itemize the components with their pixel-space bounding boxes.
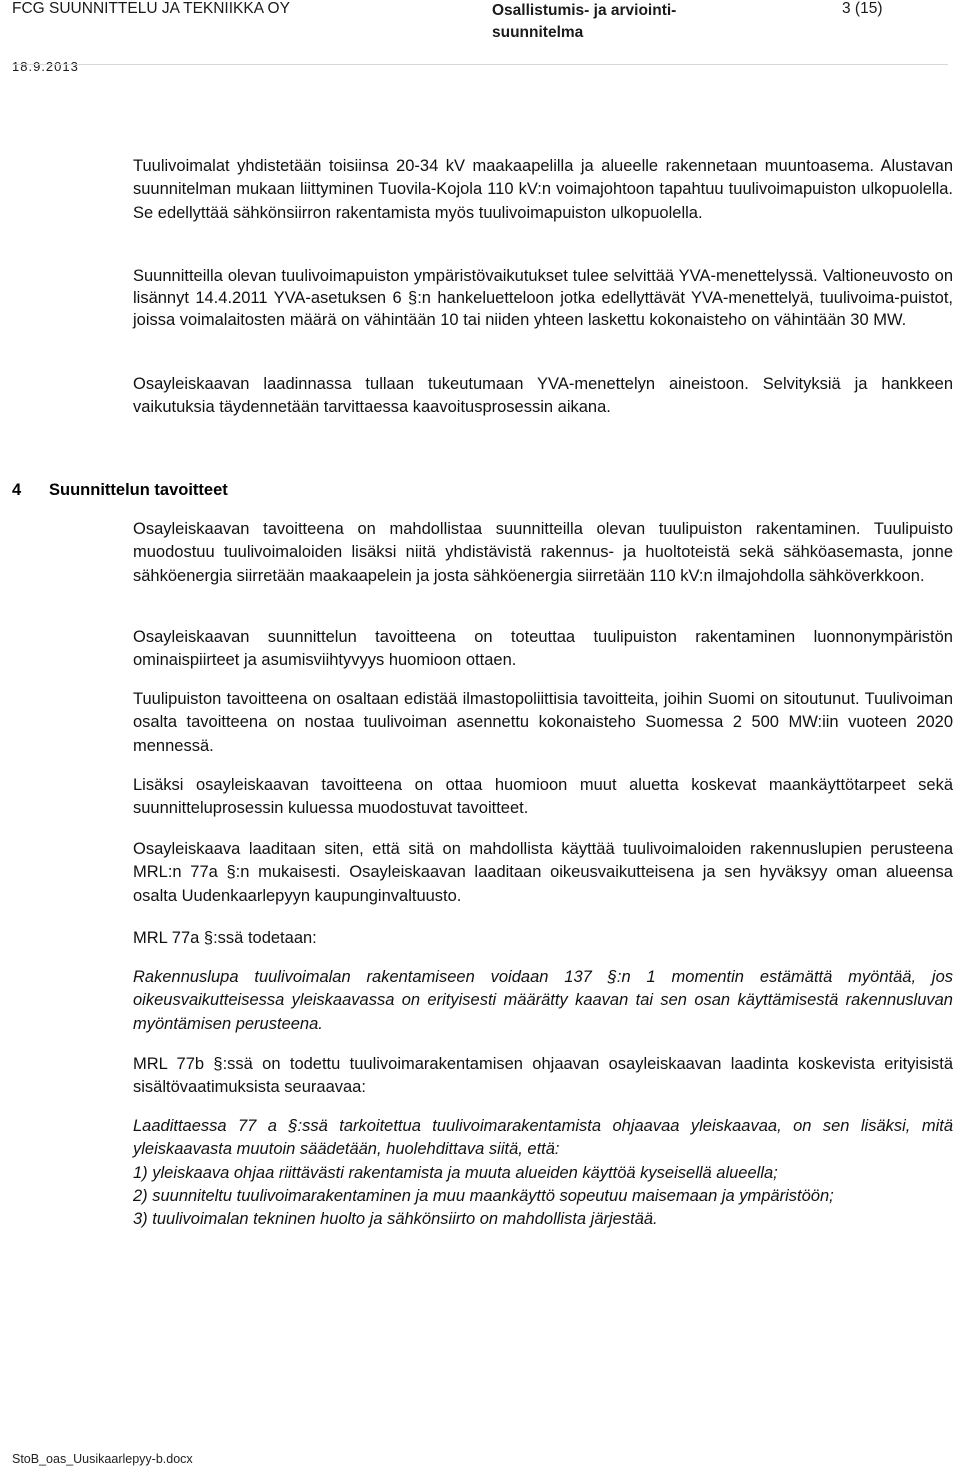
document-date: 18.9.2013 (12, 59, 79, 74)
section-para-3 (133, 688, 953, 758)
company-name: FCG SUUNNITTELU JA TEKNIIKKA OY (12, 0, 290, 17)
footer-filename: StoB_oas_Uusikaarlepyy-b.docx (12, 1452, 193, 1466)
document-title: Osallistumis- ja arviointi-suunnitelma (492, 2, 677, 41)
section-para-6 (133, 927, 953, 950)
quote-77b-item-3: 3) tuulivoimalan tekninen huolto ja sähkönsiirto on mahdollista järjestää. (133, 1210, 658, 1229)
paragraph-connection: Tuulivoimalat yhdistetään toisiinsa 20-34 kV maakaapelilla ja alueelle rakennetaan muuntoasema. Alustavan suunnitelman mukaan liittyminen Tuovila-Kojola 110 kV:n voimajohtoon tapahtuu tuulivoimapuiston ulkopuolella. Se edellyttää sähkönsiirron rakentamista myös tuulivoimapuiston ulkopuolella. (133, 157, 953, 222)
paragraph-77b-block (133, 1053, 953, 1100)
quote-77a (133, 966, 953, 1036)
section-para-4 (133, 774, 953, 821)
section-para-2 (133, 626, 953, 673)
paragraph-osayleiskaava: Osayleiskaavan laadinnassa tullaan tukeutumaan YVA-menettelyn aineistoon. Selvityksiä ja hankkeen vaikutuksia täydennetään tarvittaessa kaavoitusprosessin aikana. (133, 375, 953, 417)
paragraph-nature: Osayleiskaavan suunnittelun tavoitteena on toteuttaa tuulipuiston rakentaminen luonnonympäristön ominaispiirteet ja asumisviihtyvyys huomioon ottaen. (133, 628, 953, 670)
osayleiskaava-block (133, 373, 953, 420)
paragraph-yva: Suunnitteilla olevan tuulivoimapuiston ympäristövaikutukset tulee selvittää YVA-menettelyssä. Valtioneuvosto on lisännyt 14.4.2011 YVA-asetuksen 6 §:n hankeluetteloon jotka edellyttävät YVA-menettelyä, tuulivoima-puistot, joissa voimalaitosten määrä on vähintään 10 tai niiden yhteen laskettu kokonaisteho on vähintään 30 MW. (133, 267, 953, 330)
quote-77b (133, 1115, 953, 1231)
paragraph-goal: Osayleiskaavan tavoitteena on mahdollistaa suunnitteilla olevan tuulipuiston rakentaminen. Tuulipuisto muodostuu tuulivoimaloiden lisäksi niitä yhdistävistä rakennus- ja huoltoteistä sekä sähköasemasta, jonne sähköenergia siirretään maakaapelein ja josta sähköenergia siirretään 110 kV:n ilmajohdolla sähköverkkoon. (133, 520, 953, 585)
paragraph-permits: Osayleiskaava laaditaan siten, että sitä on mahdollista käyttää tuulivoimaloiden rakennuslupien perusteena MRL:n 77a §:n mukaisesti. Osayleiskaavan laaditaan oikeusvaikutteisena ja sen hyväksyy oman alueensa osalta Uudenkaarlepyyn kaupunginvaltuusto. (133, 840, 953, 905)
quote-77b-item-1: 1) yleiskaava ohjaa riittävästi rakentamista ja muuta alueiden käyttöä kyseisellä alueella; (133, 1163, 778, 1182)
header-divider (12, 64, 948, 65)
section-heading (12, 478, 228, 502)
page-number: 3 (15) (842, 0, 883, 17)
intro-block (133, 155, 953, 225)
quote-77b-intro: Laadittaessa 77 a §:ssä tarkoitettua tuulivoimarakentamista ohjaavaa yleiskaavaa, on sen lisäksi, mitä yleiskaavasta muutoin säädetään, huolehdittava siitä, että: (133, 1117, 953, 1159)
section-para-5 (133, 838, 953, 908)
section-number: 4 (12, 481, 22, 499)
paragraph-climate: Tuulipuiston tavoitteena on osaltaan edistää ilmastopoliittisia tavoitteita, joihin Suomi on sitoutunut. Tuulivoiman osalta tavoitteena on nostaa tuulivoiman asennettu kokonaisteho Suomessa 2 500 MW:iin vuoteen 2020 mennessä. (133, 690, 953, 755)
section-title: Suunnittelun tavoitteet (49, 481, 228, 499)
section-para-1 (133, 518, 953, 588)
paragraph-land-use: Lisäksi osayleiskaavan tavoitteena on ottaa huomioon muut aluetta koskevat maankäyttötarpeet sekä suunnitteluprosessin kuluessa muodostuvat tavoitteet. (133, 776, 953, 818)
paragraph-mrl77b: MRL 77b §:ssä on todettu tuulivoimarakentamisen ohjaavan osayleiskaavan laadinta koskevista erityisistä sisältövaatimuksista seuraavaa: (133, 1055, 953, 1097)
yva-block (133, 265, 953, 332)
quote-77b-item-2: 2) suunniteltu tuulivoimarakentaminen ja muu maankäyttö sopeutuu maisemaan ja ympäristöön; (133, 1186, 834, 1205)
paragraph-mrl77a: MRL 77a §:ssä todetaan: (133, 929, 317, 947)
quote-77a-text: Rakennuslupa tuulivoimalan rakentamiseen voidaan 137 §:n 1 momentin estämättä myöntää, jos oikeusvaikutteisessa yleiskaavassa on erityisesti määrätty kaavan tai sen osan käyttämisestä rakennusluvan myöntämisen perusteena. (133, 968, 953, 1033)
